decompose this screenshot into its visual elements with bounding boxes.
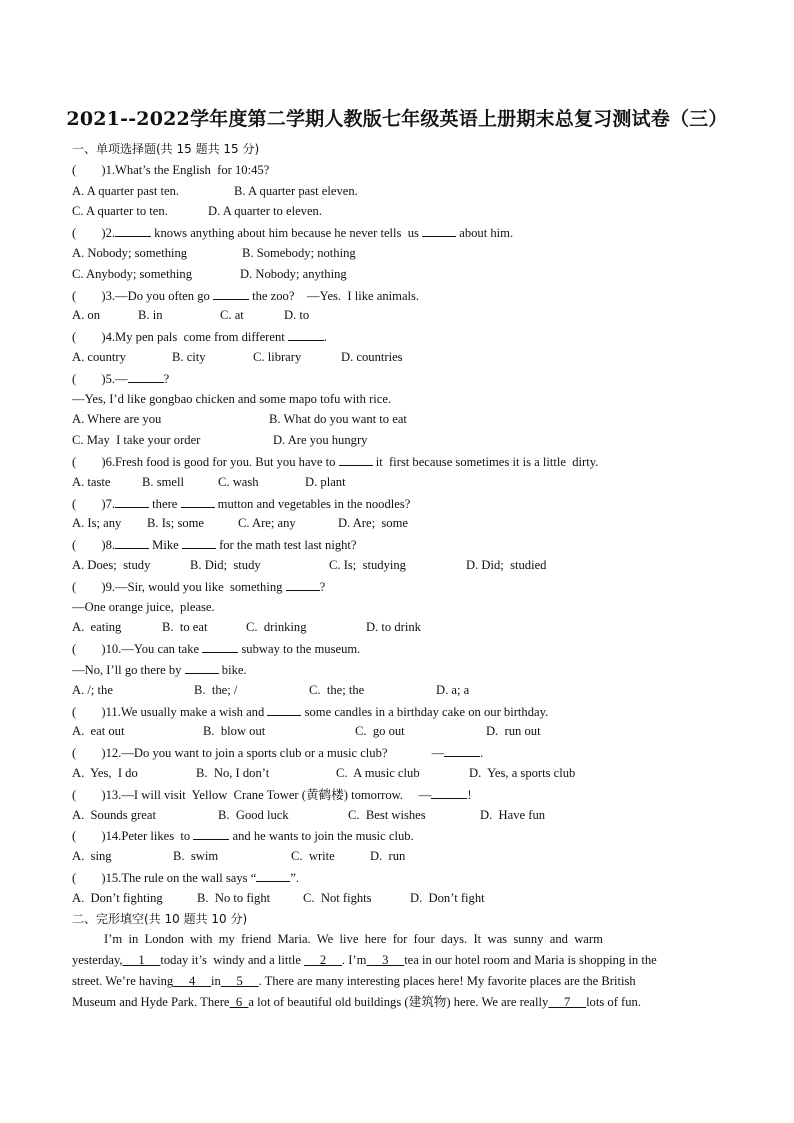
q9-option-c: C. drinking <box>246 620 307 634</box>
q2-option-c: C. Anybody; something <box>72 267 192 281</box>
q14-option-c: C. write <box>291 849 335 863</box>
q3-option-b: B. in <box>138 308 163 322</box>
q11-options <box>72 723 722 739</box>
q7-options <box>72 515 722 531</box>
q14-option-b: B. swim <box>173 849 219 863</box>
q1-option-d: D. A quarter to eleven. <box>208 204 323 218</box>
page-title: 2021--2022学年度第二学期人教版七年级英语上册期末总复习测试卷（三） <box>66 108 728 130</box>
passage-line-2: yesterday, 1 today it’s windy and a little 2 . I’m 3 tea in our hotel room and Maria is shopping in the <box>72 953 657 967</box>
q14-option-d: D. run <box>370 849 406 863</box>
q12-option-d: D. Yes, a sports club <box>469 766 576 780</box>
q15-option-c: C. Not fights <box>303 891 372 905</box>
q10-option-b: B. the; / <box>194 683 238 697</box>
passage-line-1: I’m in London with my friend Maria. We live here for four days. It was sunny and warm <box>104 932 603 946</box>
q15-option-b: B. No to fight <box>197 891 271 905</box>
q2-option-b: B. Somebody; nothing <box>242 246 356 260</box>
section-heading-2: 二、完形填空(共 10 题共 10 分) <box>72 912 248 926</box>
q5-reply: —Yes, I’d like gongbao chicken and some mapo tofu with rice. <box>72 392 392 406</box>
q2-option-d: D. Nobody; anything <box>240 267 347 281</box>
q10-option-c: C. the; the <box>309 683 365 697</box>
q11-option-a: A. eat out <box>72 724 125 738</box>
q13-option-a: A. Sounds great <box>72 808 156 822</box>
blank-2: 2 <box>304 953 342 967</box>
q12-options <box>72 765 722 781</box>
blank-4: 4 <box>173 974 211 988</box>
blank-3: 3 <box>366 953 405 967</box>
q6-option-b: B. smell <box>142 475 184 489</box>
q12-option-c: C. A music club <box>336 766 420 780</box>
passage-line-3: street. We’re having 4 in 5 . There are many interesting places here! My favorite places are the British <box>72 974 636 988</box>
q10-option-a: A. /; the <box>72 683 113 697</box>
q5-option-c: C. May I take your order <box>72 433 201 447</box>
q8-option-d: D. Did; studied <box>466 558 547 572</box>
q10-option-d: D. a; a <box>436 683 470 697</box>
q13-option-b: B. Good luck <box>218 808 289 822</box>
q10-reply: —No, I’ll go there by bike. <box>72 663 247 677</box>
q6-option-a: A. taste <box>72 475 111 489</box>
q3-option-a: A. on <box>72 308 100 322</box>
q8-option-a: A. Does; study <box>72 558 151 572</box>
question-6: ( )6.Fresh food is good for you. But you have to it first because sometimes it is a little dirty. <box>72 455 599 469</box>
question-3: ( )3.—Do you often go the zoo? —Yes. I like animals. <box>72 289 420 303</box>
q14-option-a: A. sing <box>72 849 112 863</box>
q15-option-d: D. Don’t fight <box>410 891 485 905</box>
question-12: ( )12.—Do you want to join a sports club or a music club? — . <box>72 746 484 760</box>
q1-option-a: A. A quarter past ten. <box>72 184 180 198</box>
question-5: ( )5.— ? <box>72 372 170 386</box>
q2-option-a: A. Nobody; something <box>72 246 188 260</box>
question-15: ( )15.The rule on the wall says “ ”. <box>72 871 300 885</box>
section-heading-1: 一、单项选择题(共 15 题共 15 分) <box>72 142 260 156</box>
q13-options <box>72 807 722 823</box>
question-2: ( )2. knows anything about him because he never tells us about him. <box>72 226 514 240</box>
q8-options <box>72 557 722 573</box>
q13-option-d: D. Have fun <box>480 808 546 822</box>
q5-option-b: B. What do you want to eat <box>269 412 407 426</box>
q11-option-d: D. run out <box>486 724 541 738</box>
q4-options <box>72 349 722 365</box>
question-13: ( )13.—I will visit Yellow Crane Tower (黄鹤楼) tomorrow. — ! <box>72 788 472 802</box>
q9-option-b: B. to eat <box>162 620 208 634</box>
q5-options-row1 <box>72 411 722 427</box>
q6-option-d: D. plant <box>305 475 346 489</box>
blank-6: 6 <box>229 995 249 1009</box>
q5-option-d: D. Are you hungry <box>273 433 368 447</box>
q9-option-d: D. to drink <box>366 620 421 634</box>
question-4: ( )4.My pen pals come from different . <box>72 330 328 344</box>
q4-option-d: D. countries <box>341 350 403 364</box>
q5-options-row2 <box>72 432 722 448</box>
question-14: ( )14.Peter likes to and he wants to join the music club. <box>72 829 414 843</box>
q9-option-a: A. eating <box>72 620 122 634</box>
q3-option-c: C. at <box>220 308 244 322</box>
q4-option-b: B. city <box>172 350 206 364</box>
q4-option-a: A. country <box>72 350 126 364</box>
q12-option-b: B. No, I don’t <box>196 766 270 780</box>
q3-option-d: D. to <box>284 308 310 322</box>
q1-options-row1 <box>72 183 722 199</box>
q8-option-c: C. Is; studying <box>329 558 406 572</box>
q15-option-a: A. Don’t fighting <box>72 891 163 905</box>
question-11: ( )11.We usually make a wish and some candles in a birthday cake on our birthday. <box>72 705 549 719</box>
q12-option-a: A. Yes, I do <box>72 766 138 780</box>
q9-options <box>72 619 722 635</box>
q7-option-c: C. Are; any <box>238 516 296 530</box>
q14-options <box>72 848 722 864</box>
q6-options <box>72 474 722 490</box>
passage-line-4: Museum and Hyde Park. There 6 a lot of beautiful old buildings (建筑物) here. We are really 7 lots of fun. <box>72 995 641 1009</box>
q2-options-row2 <box>72 266 722 282</box>
blank-7: 7 <box>548 995 587 1009</box>
q3-options <box>72 307 722 323</box>
q13-option-c: C. Best wishes <box>348 808 426 822</box>
question-9: ( )9.—Sir, would you like something ? <box>72 580 326 594</box>
q11-option-c: C. go out <box>355 724 405 738</box>
q9-reply: —One orange juice, please. <box>72 600 215 614</box>
q1-option-c: C. A quarter to ten. <box>72 204 168 218</box>
q8-option-b: B. Did; study <box>190 558 261 572</box>
q2-options-row1 <box>72 245 722 261</box>
question-8: ( )8. Mike for the math test last night? <box>72 538 357 552</box>
q15-options <box>72 890 722 906</box>
question-1: ( )1.What’s the English for 10:45? <box>72 163 270 177</box>
q10-options <box>72 682 722 698</box>
question-7: ( )7. there mutton and vegetables in the noodles? <box>72 497 411 511</box>
q5-option-a: A. Where are you <box>72 412 162 426</box>
question-10: ( )10.—You can take subway to the museum. <box>72 642 361 656</box>
q11-option-b: B. blow out <box>203 724 266 738</box>
blank-1: 1 <box>122 953 161 967</box>
q7-option-a: A. Is; any <box>72 516 122 530</box>
q1-option-b: B. A quarter past eleven. <box>234 184 358 198</box>
q4-option-c: C. library <box>253 350 302 364</box>
q6-option-c: C. wash <box>218 475 259 489</box>
q7-option-b: B. Is; some <box>147 516 205 530</box>
q7-option-d: D. Are; some <box>338 516 408 530</box>
blank-5: 5 <box>220 974 259 988</box>
q1-options-row2 <box>72 203 722 219</box>
